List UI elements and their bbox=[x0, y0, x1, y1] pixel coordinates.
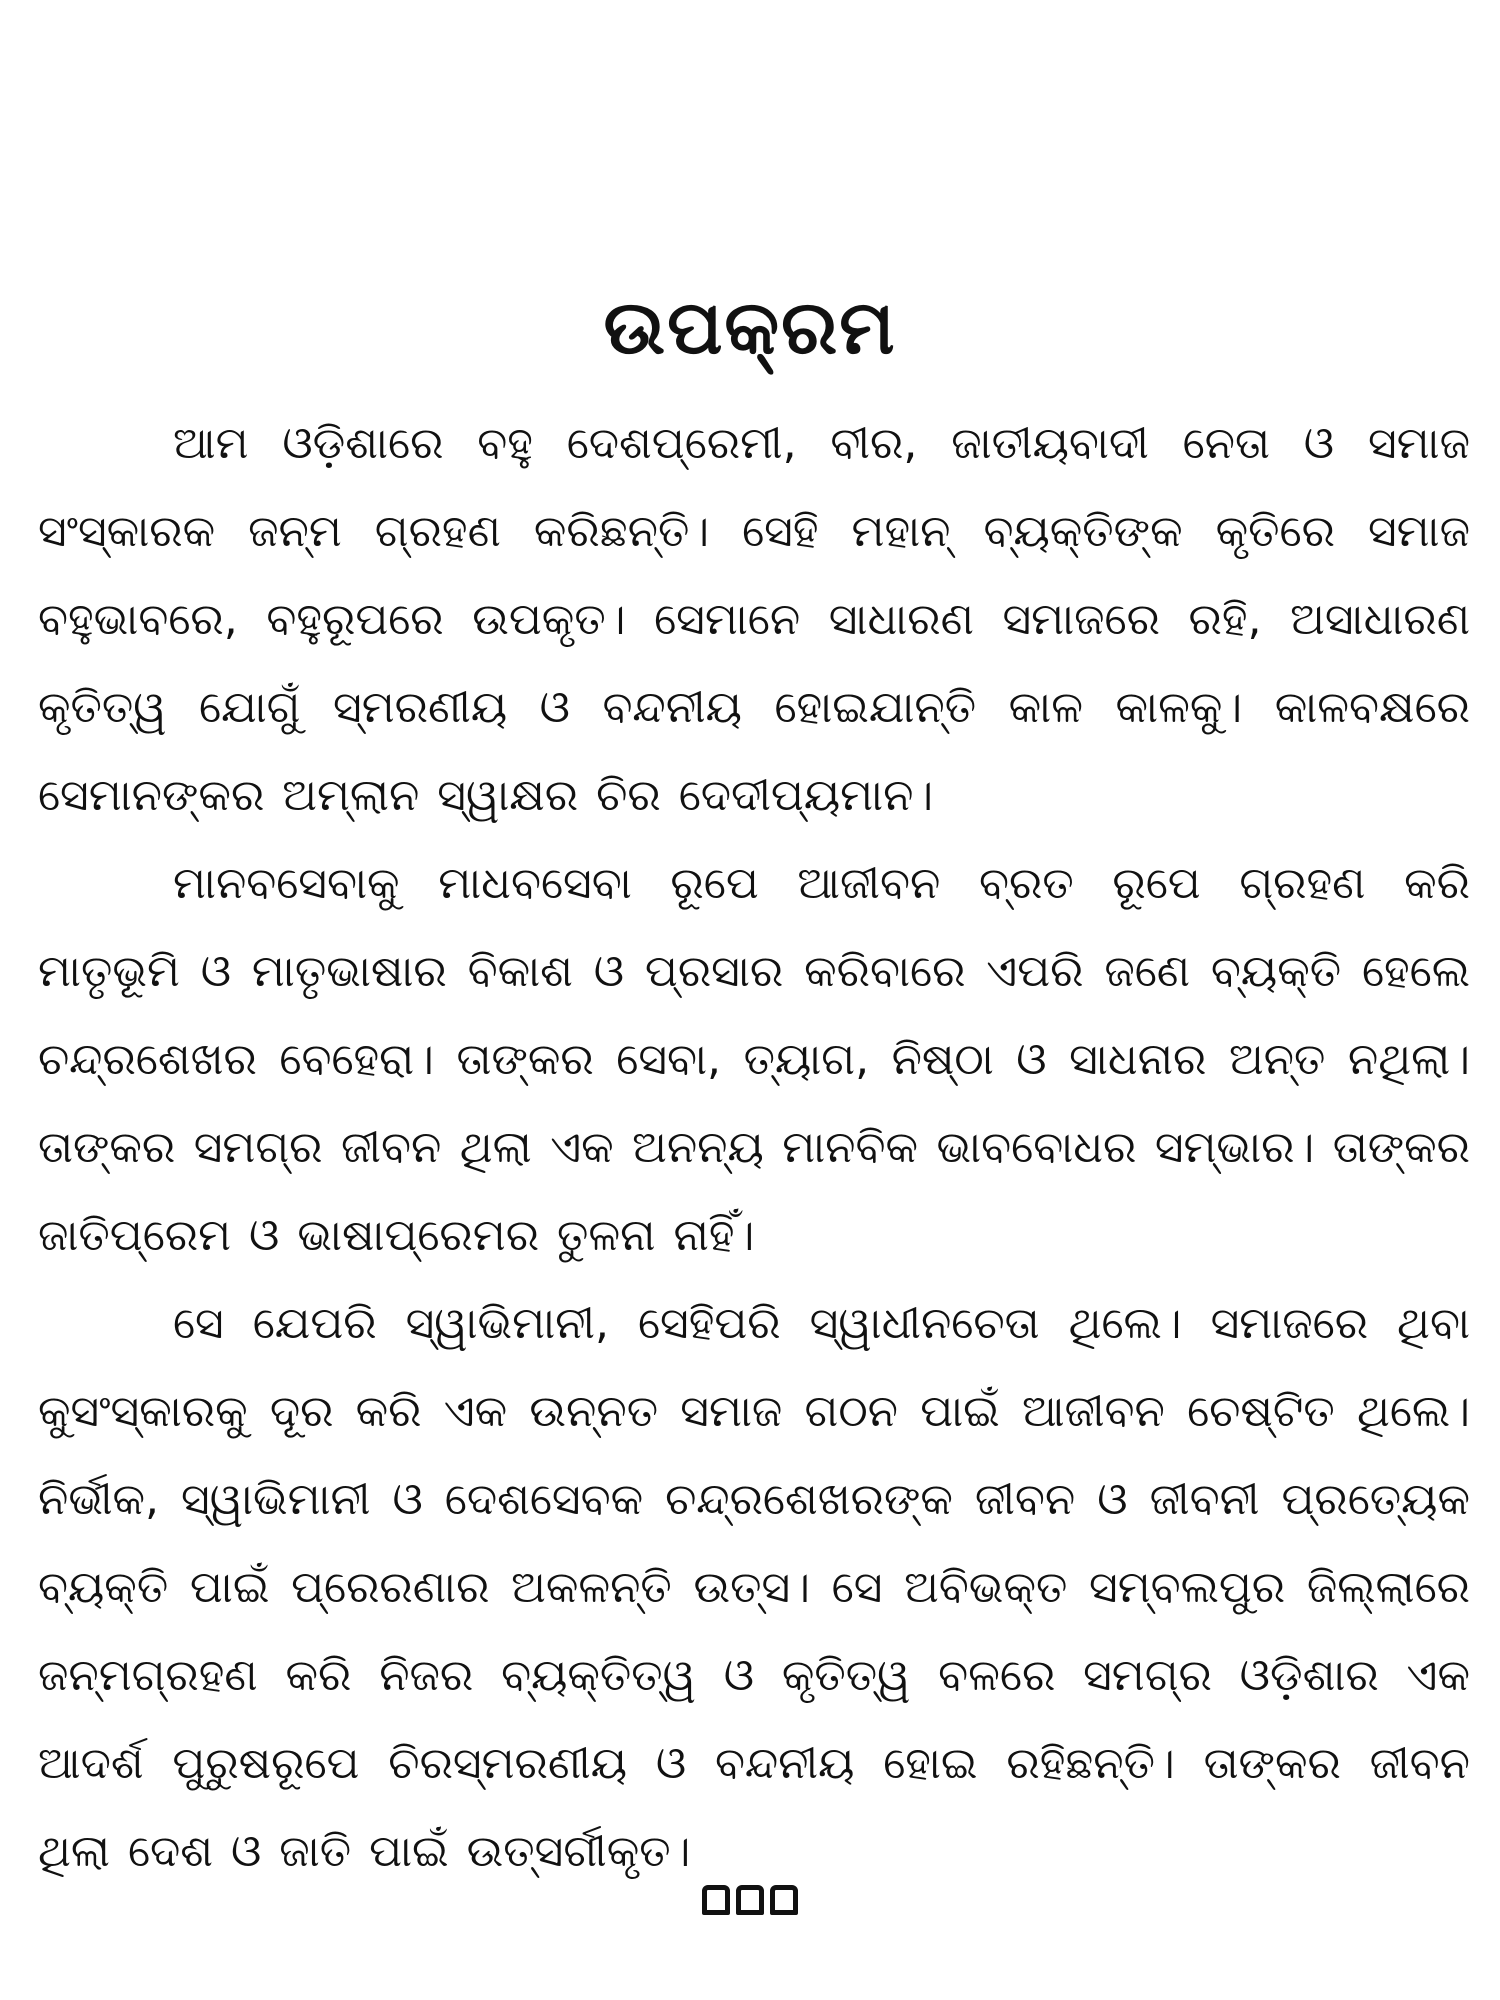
end-mark-box-icon bbox=[702, 1885, 730, 1915]
end-mark-box-icon bbox=[736, 1885, 764, 1915]
paragraph-2: ମାନବସେବାକୁ ମାଧବସେବା ରୂପେ ଆଜୀବନ ବ୍ରତ ରୂପେ ଗ୍ରହଣ କରି ମାତୃଭୂମି ଓ ମାତୃଭାଷାର ବିକାଶ ଓ ପ୍ରସାର କରିବାରେ ଏପରି ଜଣେ ବ୍ୟକ୍ତି ହେଲେ ଚନ୍ଦ୍ରଶେଖର ବେହେରା। ତାଙ୍କର ସେବା, ତ୍ୟାଗ, ନିଷ୍ଠା ଓ ସାଧନାର ଅନ୍ତ ନଥିଲା। ତାଙ୍କର ସମଗ୍ର ଜୀବନ ଥିଲା ଏକ ଅନନ୍ୟ ମାନବିକ ଭାବବୋଧର ସମ୍ଭାର। ତାଙ୍କର ଜାତିପ୍ରେମ ଓ ଭାଷାପ୍ରେମର ତୁଳନା ନାହିଁ। bbox=[38, 858, 1470, 1261]
paragraph-1: ଆମ ଓଡ଼ିଶାରେ ବହୁ ଦେଶପ୍ରେମୀ, ବୀର, ଜାତୀୟବାଦୀ ନେତା ଓ ସମାଜ ସଂସ୍କାରକ ଜନ୍ମ ଗ୍ରହଣ କରିଛନ୍ତି। ସେହି ମହାନ୍ ବ୍ୟକ୍ତିଙ୍କ କୃତିରେ ସମାଜ ବହୁଭାବରେ, ବହୁରୂପରେ ଉପକୃତ। ସେମାନେ ସାଧାରଣ ସମାଜରେ ରହି, ଅସାଧାରଣ କୃତିତ୍ୱ ଯୋଗୁଁ ସ୍ମରଣୀୟ ଓ ବନ୍ଦନୀୟ ହୋଇଯାନ୍ତି କାଳ କାଳକୁ। କାଳବକ୍ଷରେ ସେମାନଙ୍କର ଅମ୍ଲାନ ସ୍ୱାକ୍ଷର ଚିର ଦେଦୀପ୍ୟମାନ। bbox=[38, 418, 1470, 821]
page-title: ଉପକ୍ରମ bbox=[603, 285, 897, 371]
three-box-end-mark-icon bbox=[0, 1885, 1500, 1915]
paragraph-3: ସେ ଯେପରି ସ୍ୱାଭିମାନୀ, ସେହିପରି ସ୍ୱାଧୀନଚେତା ଥିଲେ। ସମାଜରେ ଥିବା କୁସଂସ୍କାରକୁ ଦୂର କରି ଏକ ଉନ୍ନତ ସମାଜ ଗଠନ ପାଇଁ ଆଜୀବନ ଚେଷ୍ଟିତ ଥିଲେ। ନିର୍ଭୀକ, ସ୍ୱାଭିମାନୀ ଓ ଦେଶସେବକ ଚନ୍ଦ୍ରଶେଖରଙ୍କ ଜୀବନ ଓ ଜୀବନୀ ପ୍ରତ୍ୟେକ ବ୍ୟକ୍ତି ପାଇଁ ପ୍ରେରଣାର ଅକଳନ୍ତି ଉତ୍ସ। ସେ ଅବିଭକ୍ତ ସମ୍ବଲପୁର ଜିଲ୍ଲାରେ ଜନ୍ମଗ୍ରହଣ କରି ନିଜର ବ୍ୟକ୍ତିତ୍ୱ ଓ କୃତିତ୍ୱ ବଳରେ ସମଗ୍ର ଓଡ଼ିଶାର ଏକ ଆଦର୍ଶ ପୁରୁଷରୂପେ ଚିରସ୍ମରଣୀୟ ଓ ବନ୍ଦନୀୟ ହୋଇ ରହିଛନ୍ତି। ତାଙ୍କର ଜୀବନ ଥିଲା ଦେଶ ଓ ଜାତି ପାଇଁ ଉତ୍ସର୍ଗୀକୃତ। bbox=[38, 1298, 1470, 1877]
body-text bbox=[38, 400, 1470, 1896]
end-mark-box-icon bbox=[770, 1885, 798, 1915]
